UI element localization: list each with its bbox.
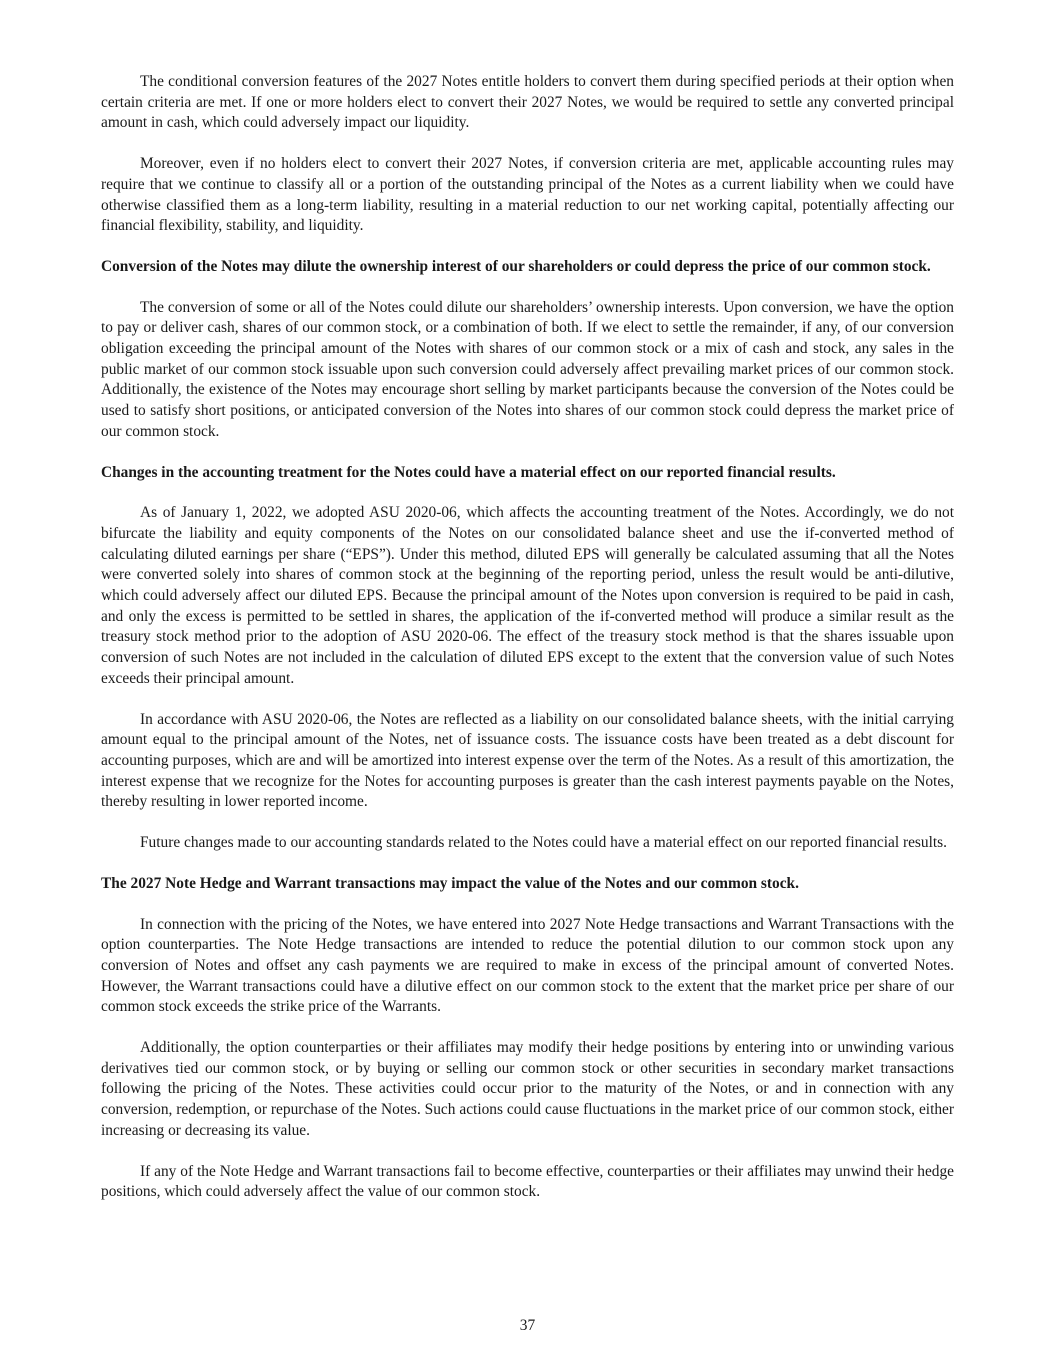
paragraph-current-liability: Moreover, even if no holders elect to convert their 2027 Notes, if conversion criteria are met, applicable accounting rules may require that we continue to classify all or a portion of the outstanding principal of the Notes as a current liability when we could have otherwise classified them as a long-term liability, resulting in a material reduction to our net working capital, potentially affecting our financial flexibility, stability, and liquidity. xyxy=(101,155,954,235)
paragraph-future-changes: Future changes made to our accounting standards related to the Notes could have a material effect on our reported financial results. xyxy=(140,834,948,852)
heading-accounting-treatment: Changes in the accounting treatment for the Notes could have a material effect on our reported financial results. xyxy=(101,463,836,481)
heading-conversion-dilution: Conversion of the Notes may dilute the ownership interest of our shareholders or could depress the price of our common stock. xyxy=(101,257,931,275)
paragraph-asu-adoption: As of January 1, 2022, we adopted ASU 2020-06, which affects the accounting treatment of the Notes. Accordingly, we do not bifurcate the liability and equity components of the Notes on our consolidated balance sheet and use the if-converted method of calculating diluted earnings per share (“EPS”). Under this method, diluted EPS will generally be calculated assuming that all the Notes were converted solely into shares of common stock at the beginning of the reporting period, unless the result would be anti-dilutive, which could adversely affect our diluted EPS. Because the principal amount of the Notes upon conversion is required to be paid in cash, and only the excess is permitted to be settled in shares, the application of the if-converted method will produce a similar result as the treasury stock method prior to the adoption of ASU 2020-06. The effect of the treasury stock method is that the shares issuable upon conversion of such Notes are not included in the calculation of diluted EPS except to the extent that the conversion value of such Notes exceeds their principal amount. xyxy=(101,504,954,687)
paragraph-counterparty-hedge: Additionally, the option counterparties or their affiliates may modify their hedge positions by entering into or unwinding various derivatives tied our common stock, or by buying or selling our common stock or other securities in secondary market transactions following the pricing of the Notes. These activities could occur prior to the maturity of the Notes, or and in connection with any conversion, redemption, or repurchase of the Notes. Such actions could cause fluctuations in the market price of our common stock, either increasing or decreasing its value. xyxy=(101,1039,954,1139)
paragraph-conversion-dilution: The conversion of some or all of the Notes could dilute our shareholders’ ownership interests. Upon conversion, we have the option to pay or deliver cash, shares of our common stock, or a combination of both. If we elect to settle the remainder, if any, of our conversion obligation exceeding the principal amount of the Notes with shares of our common stock or a mix of cash and stock, any sales in the public market of our common stock issuable upon such conversion could adversely affect prevailing market prices of our common stock. Additionally, the existence of the Notes may encourage short selling by market participants because the conversion of the Notes could be used to satisfy short positions, or anticipated conversion of the Notes into shares of our common stock could depress the market price of our common stock. xyxy=(101,298,954,440)
paragraph-liability-carrying-amount: In accordance with ASU 2020-06, the Notes are reflected as a liability on our consolidated balance sheets, with the initial carrying amount equal to the principal amount of the Notes, net of issuance costs. The issuance costs have been treated as a debt discount for accounting purposes, which are and will be amortized into interest expense over the term of the Notes. As a result of this amortization, the interest expense that we recognize for the Notes for accounting purposes is greater than the cash interest payments payable on the Notes, thereby resulting in lower reported income. xyxy=(101,710,954,811)
paragraph-note-hedge-pricing: In connection with the pricing of the Notes, we have entered into 2027 Note Hedge transactions and Warrant Transactions with the option counterparties. The Note Hedge transactions are intended to reduce the potential dilution to our common stock upon any conversion of Notes and offset any cash payments we are required to make in excess of the principal amount of converted Notes. However, the Warrant transactions could have a dilutive effect on our common stock to the extent that the market price per share of our common stock exceeds the strike price of the Warrants. xyxy=(101,915,954,1016)
paragraph-hedge-failure: If any of the Note Hedge and Warrant transactions fail to become effective, counterparties or their affiliates may unwind their hedge positions, which could adversely affect the value of our common stock. xyxy=(101,1162,954,1201)
paragraph-conditional-conversion: The conditional conversion features of the 2027 Notes entitle holders to convert them during specified periods at their option when certain criteria are met. If one or more holders elect to convert their 2027 Notes, we would be required to settle any converted principal amount in cash, which could adversely impact our liquidity. xyxy=(101,73,954,132)
heading-note-hedge-warrant: The 2027 Note Hedge and Warrant transactions may impact the value of the Notes and our common stock. xyxy=(101,874,799,892)
page-number: 37 xyxy=(519,1317,536,1334)
document-body xyxy=(101,72,954,1223)
